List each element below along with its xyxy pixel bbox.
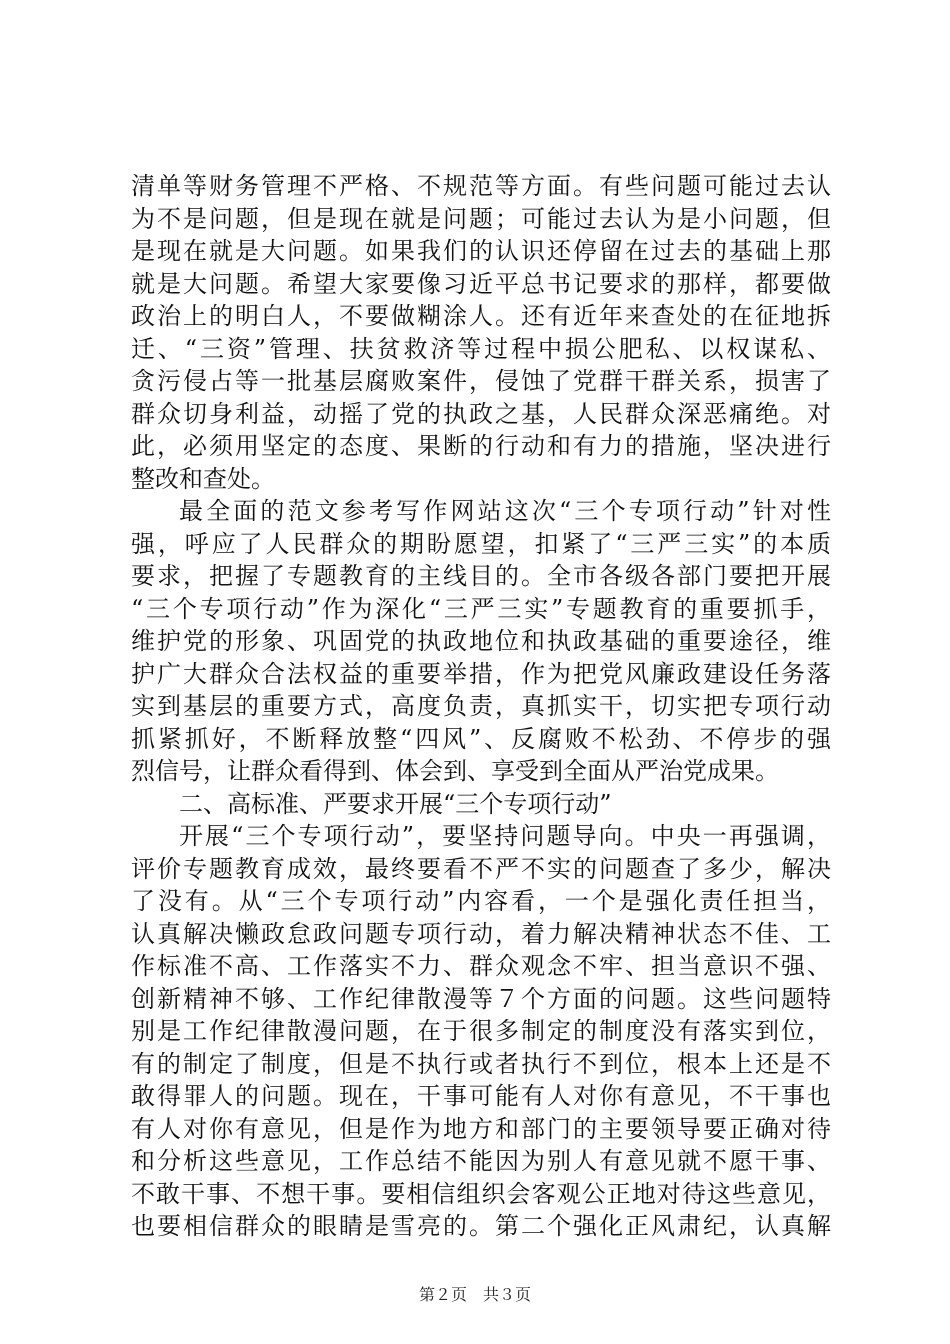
- text-line: 要求，把握了专题教育的主线目的。全市各级各部门要把开展: [131, 562, 831, 590]
- text-line: 护广大群众合法权益的重要举措，作为把党风廉政建设任务落: [131, 659, 831, 688]
- text-line: 作标准不高、工作落实不力、群众观念不牢、担当意识不强、: [131, 952, 831, 980]
- text-line: 烈信号，让群众看得到、体会到、享受到全面从严治党成果。: [131, 757, 779, 785]
- text-line: 贪污侵占等一批基层腐败案件，侵蚀了党群干群关系，损害了: [131, 367, 831, 395]
- text-line: 不敢干事、不想干事。要相信组织会客观公正地对待这些意见，: [131, 1179, 831, 1208]
- text-line: 是现在就是大问题。如果我们的认识还停留在过去的基础上那: [131, 237, 831, 265]
- text-line: 清单等财务管理不严格、不规范等方面。有些问题可能过去认: [131, 172, 831, 200]
- text-line: 维护党的形象、巩固党的执政地位和执政基础的重要途径，维: [131, 627, 831, 655]
- text-line: 就是大问题。希望大家要像习近平总书记要求的那样，都要做: [131, 269, 831, 298]
- text-line: 也要相信群众的眼睛是雪亮的。第二个强化正风肃纪，认真解: [131, 1212, 831, 1240]
- text-line: 抓紧抓好，不断释放整“四风”、反腐败不松劲、不停步的强: [131, 724, 831, 753]
- text-line: 为不是问题，但是现在就是问题；可能过去认为是小问题，但: [131, 204, 831, 233]
- text-line: 和分析这些意见，工作总结不能因为别人有意见就不愿干事、: [131, 1147, 831, 1175]
- text-line: “三个专项行动”作为深化“三严三实”专题教育的重要抓手，: [131, 594, 831, 623]
- body-text: [131, 170, 831, 1243]
- text-line: 敢得罪人的问题。现在，干事可能有人对你有意见，不干事也: [131, 1082, 831, 1110]
- text-line: 创新精神不够、工作纪律散漫等７个方面的问题。这些问题特: [131, 984, 831, 1013]
- text-line: 此，必须用坚定的态度、果断的行动和有力的措施，坚决进行: [131, 432, 831, 460]
- text-line: 了没有。从“三个专项行动”内容看，一个是强化责任担当，: [131, 887, 831, 915]
- text-line: 二、高标准、严要求开展“三个专项行动”: [179, 789, 612, 818]
- text-line: 评价专题教育成效，最终要看不严不实的问题查了多少，解决: [131, 854, 831, 883]
- text-line: 群众切身利益，动摇了党的执政之基，人民群众深恶痛绝。对: [131, 399, 831, 428]
- text-line: 别是工作纪律散漫问题，在于很多制定的制度没有落实到位，: [131, 1017, 831, 1045]
- text-line: 政治上的明白人，不要做糊涂人。还有近年来查处的在征地拆: [131, 302, 831, 330]
- text-line: 认真解决懒政怠政问题专项行动，着力解决精神状态不佳、工: [131, 919, 831, 948]
- text-line: 实到基层的重要方式，高度负责，真抓实干，切实把专项行动: [131, 692, 831, 720]
- text-line: 最全面的范文参考写作网站这次“三个专项行动”针对性: [179, 497, 831, 525]
- text-line: 有人对你有意见，但是作为地方和部门的主要领导要正确对待: [131, 1114, 831, 1143]
- text-line: 有的制定了制度，但是不执行或者执行不到位，根本上还是不: [131, 1049, 831, 1078]
- page-footer: 第２页 共３页: [418, 1285, 531, 1304]
- text-line: 迁、“三资”管理、扶贫救济等过程中损公肥私、以权谋私、: [131, 334, 831, 363]
- text-line: 整改和查处。: [131, 464, 275, 493]
- text-line: 开展“三个专项行动”，要坚持问题导向。中央一再强调，: [179, 822, 831, 850]
- text-line: 强，呼应了人民群众的期盼愿望，扣紧了“三严三实”的本质: [131, 529, 831, 558]
